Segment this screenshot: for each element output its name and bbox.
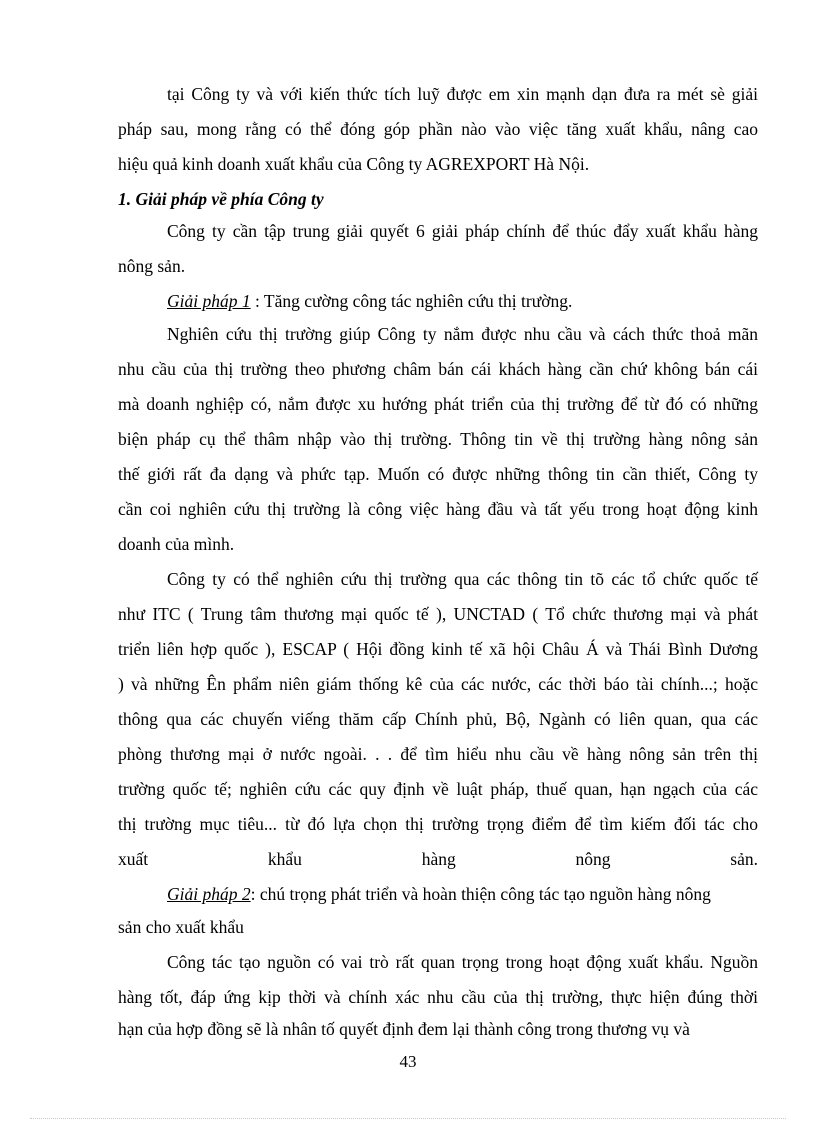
- text-line: như ITC ( Trung tâm thương mại quốc tế ), UNCTAD ( Tổ chức thương mại và phát: [118, 604, 758, 624]
- text-line: Công ty có thể nghiên cứu thị trường qua các thông tin tõ các tổ chức quốc tế: [167, 569, 758, 589]
- text-line: mà doanh nghiệp có, nắm được xu hướng phát triển của thị trường để từ đó có những: [118, 394, 758, 414]
- page-bottom-border: [30, 1118, 786, 1119]
- solution-2-label: Giải pháp 2: [167, 884, 251, 904]
- text-line: hiệu quả kinh doanh xuất khẩu của Công ty AGREXPORT Hà Nội.: [118, 154, 590, 174]
- text-line: biện pháp cụ thể thâm nhập vào thị trường. Thông tin về thị trường hàng nông sản: [118, 429, 758, 449]
- solution-1-separator: :: [250, 291, 264, 311]
- text-line: thị trường mục tiêu... từ đó lựa chọn thị trường trọng điểm để tìm kiếm đối tác cho: [118, 814, 758, 834]
- text-line: Công ty cần tập trung giải quyết 6 giải pháp chính để thúc đẩy xuất khẩu hàng: [167, 221, 758, 241]
- text-line: xuất khẩu hàng nông sản.: [118, 849, 758, 869]
- text-line: sản cho xuất khẩu: [118, 917, 244, 937]
- text-line: nông sản.: [118, 256, 186, 276]
- text-line: Công tác tạo nguồn có vai trò rất quan trọng trong hoạt động xuất khẩu. Nguồn: [167, 952, 758, 972]
- text-line: phòng thương mại ở nước ngoài. . . để tìm hiểu nhu cầu về hàng nông sản trên thị: [118, 744, 758, 764]
- text-line: hàng tốt, đáp ứng kịp thời và chính xác nhu cầu của thị trường, thực hiện đúng thời: [118, 987, 758, 1007]
- text-line: triển liên hợp quốc ), ESCAP ( Hội đồng kinh tế xã hội Châu Á và Thái Bình Dương: [118, 639, 758, 659]
- text-line: tại Công ty và với kiến thức tích luỹ được em xin mạnh dạn đưa ra mét sè giải: [167, 84, 758, 104]
- solution-2-title: chú trọng phát triển và hoàn thiện công tác tạo nguồn hàng nông: [259, 884, 711, 904]
- text-line: nhu cầu của thị trường theo phương châm bán cái khách hàng cần chứ không bán cái: [118, 359, 758, 379]
- solution-1-line: [167, 290, 572, 312]
- solution-1-title: Tăng cường công tác nghiên cứu thị trường.: [263, 291, 573, 311]
- page-number: 43: [399, 1052, 417, 1071]
- section-heading: 1. Giải pháp về phía Công ty: [118, 189, 324, 209]
- text-line: hạn của hợp đồng sẽ là nhân tố quyết định đem lại thành công trong thương vụ và: [118, 1019, 690, 1039]
- solution-1-label: Giải pháp 1: [167, 291, 251, 311]
- text-line: cần coi nghiên cứu thị trường là công việc hàng đầu và tất yếu trong hoạt động kinh: [118, 499, 758, 519]
- text-line: doanh của mình.: [118, 534, 235, 554]
- text-line: ) và những Ên phẩm niên giám thống kê của các nước, các thời báo tài chính...; hoặc: [118, 674, 758, 694]
- text-line: pháp sau, mong rằng có thể đóng góp phần nào vào việc tăng xuất khẩu, nâng cao: [118, 119, 758, 139]
- text-line: thế giới rất đa dạng và phức tạp. Muốn có được những thông tin cần thiết, Công ty: [118, 464, 758, 484]
- solution-2-separator: :: [250, 884, 260, 904]
- text-line: thông qua các chuyến viếng thăm cấp Chính phủ, Bộ, Ngành có liên quan, qua các: [118, 709, 758, 729]
- text-line: Nghiên cứu thị trường giúp Công ty nắm được nhu cầu và cách thức thoả mãn: [167, 324, 758, 344]
- text-line: trường quốc tế; nghiên cứu các quy định về luật pháp, thuế quan, hạn ngạch của các: [118, 779, 758, 799]
- solution-2-line: [167, 883, 711, 905]
